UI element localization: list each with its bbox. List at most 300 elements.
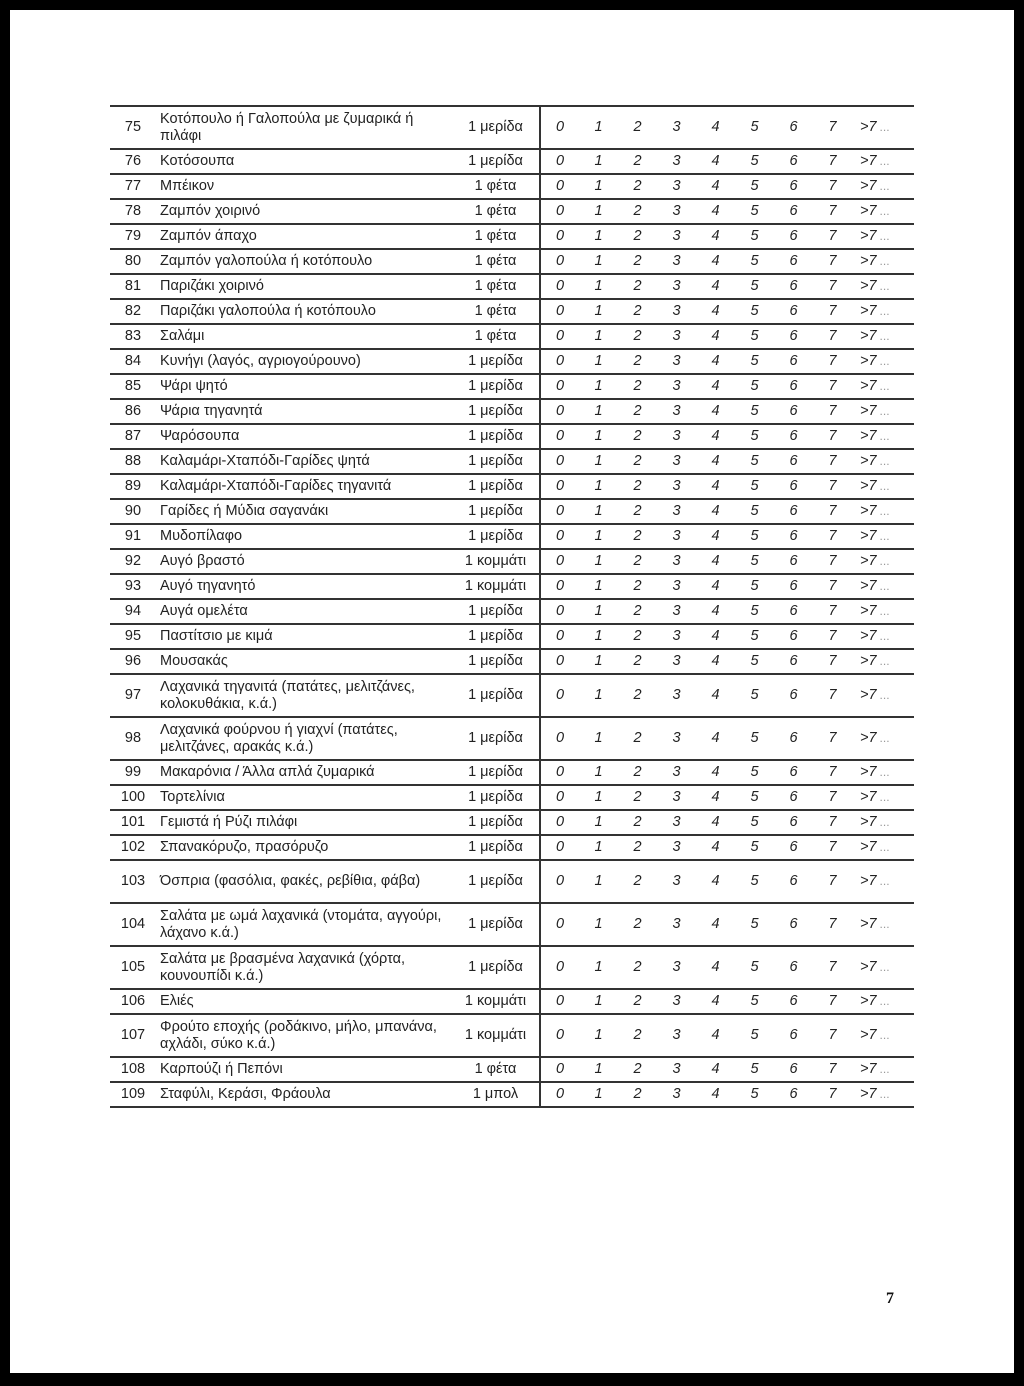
frequency-option[interactable]: 2 (618, 835, 657, 860)
frequency-option[interactable]: 2 (618, 1082, 657, 1107)
frequency-option-more[interactable] (852, 946, 914, 989)
frequency-option[interactable]: 4 (696, 449, 735, 474)
frequency-option[interactable]: 0 (540, 499, 579, 524)
frequency-option[interactable]: 2 (618, 1014, 657, 1057)
frequency-option[interactable]: 6 (774, 674, 813, 717)
frequency-option[interactable]: 3 (657, 989, 696, 1014)
frequency-option[interactable]: 4 (696, 199, 735, 224)
frequency-option[interactable]: 1 (579, 224, 618, 249)
frequency-option[interactable]: 4 (696, 324, 735, 349)
frequency-option[interactable]: 5 (735, 324, 774, 349)
frequency-option[interactable]: 7 (813, 549, 852, 574)
frequency-option[interactable]: 7 (813, 599, 852, 624)
frequency-option[interactable]: 2 (618, 903, 657, 946)
frequency-option[interactable]: 3 (657, 549, 696, 574)
frequency-option[interactable]: 1 (579, 1014, 618, 1057)
frequency-option[interactable]: 1 (579, 199, 618, 224)
frequency-option[interactable]: 4 (696, 946, 735, 989)
frequency-option[interactable]: 4 (696, 624, 735, 649)
frequency-option[interactable]: 1 (579, 599, 618, 624)
frequency-option[interactable]: 7 (813, 399, 852, 424)
frequency-option[interactable]: 5 (735, 785, 774, 810)
frequency-option-more[interactable] (852, 1057, 914, 1082)
frequency-option[interactable]: 0 (540, 785, 579, 810)
frequency-option[interactable]: 5 (735, 574, 774, 599)
frequency-option[interactable]: 6 (774, 649, 813, 674)
frequency-option[interactable]: 4 (696, 149, 735, 174)
frequency-option[interactable]: 4 (696, 989, 735, 1014)
frequency-option[interactable]: 5 (735, 224, 774, 249)
frequency-option[interactable]: 2 (618, 624, 657, 649)
frequency-option-more[interactable] (852, 835, 914, 860)
frequency-option[interactable]: 1 (579, 424, 618, 449)
frequency-option[interactable]: 6 (774, 274, 813, 299)
frequency-option[interactable]: 2 (618, 324, 657, 349)
frequency-option[interactable]: 3 (657, 199, 696, 224)
frequency-option[interactable]: 6 (774, 324, 813, 349)
frequency-option[interactable]: 2 (618, 424, 657, 449)
frequency-option[interactable]: 1 (579, 903, 618, 946)
frequency-option[interactable]: 4 (696, 106, 735, 149)
frequency-option[interactable]: 3 (657, 524, 696, 549)
frequency-option[interactable]: 5 (735, 599, 774, 624)
frequency-option[interactable]: 0 (540, 274, 579, 299)
frequency-option[interactable]: 2 (618, 374, 657, 399)
frequency-option[interactable]: 5 (735, 449, 774, 474)
frequency-option[interactable]: 1 (579, 174, 618, 199)
frequency-option[interactable]: 1 (579, 374, 618, 399)
frequency-option[interactable]: 1 (579, 810, 618, 835)
frequency-option[interactable]: 5 (735, 524, 774, 549)
frequency-option-more[interactable] (852, 717, 914, 760)
frequency-option[interactable]: 5 (735, 760, 774, 785)
frequency-option-more[interactable] (852, 524, 914, 549)
frequency-option[interactable]: 4 (696, 499, 735, 524)
frequency-option[interactable]: 6 (774, 989, 813, 1014)
frequency-option[interactable]: 4 (696, 1082, 735, 1107)
frequency-option[interactable]: 0 (540, 324, 579, 349)
frequency-option[interactable]: 0 (540, 299, 579, 324)
frequency-option[interactable]: 7 (813, 149, 852, 174)
frequency-option[interactable]: 2 (618, 349, 657, 374)
frequency-option[interactable]: 6 (774, 835, 813, 860)
frequency-option[interactable]: 6 (774, 424, 813, 449)
frequency-option-more[interactable] (852, 449, 914, 474)
frequency-option-more[interactable] (852, 324, 914, 349)
frequency-option[interactable]: 0 (540, 199, 579, 224)
frequency-option[interactable]: 7 (813, 299, 852, 324)
frequency-option[interactable]: 0 (540, 574, 579, 599)
frequency-option[interactable]: 5 (735, 106, 774, 149)
frequency-option[interactable]: 1 (579, 717, 618, 760)
frequency-option[interactable]: 3 (657, 224, 696, 249)
frequency-option[interactable]: 3 (657, 399, 696, 424)
frequency-option[interactable]: 2 (618, 946, 657, 989)
frequency-option-more[interactable] (852, 599, 914, 624)
frequency-option[interactable]: 2 (618, 860, 657, 903)
frequency-option[interactable]: 4 (696, 474, 735, 499)
frequency-option[interactable]: 7 (813, 499, 852, 524)
frequency-option[interactable]: 3 (657, 649, 696, 674)
frequency-option[interactable]: 5 (735, 1082, 774, 1107)
frequency-option-more[interactable] (852, 224, 914, 249)
frequency-option[interactable]: 2 (618, 717, 657, 760)
frequency-option[interactable]: 3 (657, 174, 696, 199)
frequency-option[interactable]: 3 (657, 1057, 696, 1082)
frequency-option[interactable]: 5 (735, 860, 774, 903)
frequency-option[interactable]: 7 (813, 903, 852, 946)
frequency-option[interactable]: 1 (579, 249, 618, 274)
frequency-option[interactable]: 4 (696, 785, 735, 810)
frequency-option[interactable]: 6 (774, 1057, 813, 1082)
frequency-option-more[interactable] (852, 574, 914, 599)
frequency-option[interactable]: 3 (657, 424, 696, 449)
frequency-option[interactable]: 0 (540, 474, 579, 499)
frequency-option[interactable]: 2 (618, 224, 657, 249)
frequency-option[interactable]: 5 (735, 249, 774, 274)
frequency-option-more[interactable] (852, 374, 914, 399)
frequency-option[interactable]: 1 (579, 649, 618, 674)
frequency-option[interactable]: 7 (813, 449, 852, 474)
frequency-option[interactable]: 1 (579, 474, 618, 499)
frequency-option[interactable]: 7 (813, 835, 852, 860)
frequency-option[interactable]: 5 (735, 274, 774, 299)
frequency-option-more[interactable] (852, 903, 914, 946)
frequency-option[interactable]: 7 (813, 785, 852, 810)
frequency-option[interactable]: 7 (813, 524, 852, 549)
frequency-option[interactable]: 7 (813, 1082, 852, 1107)
frequency-option[interactable]: 5 (735, 649, 774, 674)
frequency-option[interactable]: 3 (657, 946, 696, 989)
frequency-option[interactable]: 6 (774, 1014, 813, 1057)
frequency-option[interactable]: 6 (774, 624, 813, 649)
frequency-option[interactable]: 7 (813, 224, 852, 249)
frequency-option[interactable]: 6 (774, 249, 813, 274)
frequency-option[interactable]: 6 (774, 1082, 813, 1107)
frequency-option-more[interactable] (852, 199, 914, 224)
frequency-option-more[interactable] (852, 549, 914, 574)
frequency-option[interactable]: 5 (735, 810, 774, 835)
frequency-option-more[interactable] (852, 274, 914, 299)
frequency-option[interactable]: 3 (657, 903, 696, 946)
frequency-option[interactable]: 5 (735, 989, 774, 1014)
frequency-option[interactable]: 6 (774, 149, 813, 174)
frequency-option[interactable]: 3 (657, 149, 696, 174)
frequency-option[interactable]: 2 (618, 149, 657, 174)
frequency-option[interactable]: 0 (540, 946, 579, 989)
frequency-option[interactable]: 0 (540, 1082, 579, 1107)
frequency-option[interactable]: 4 (696, 903, 735, 946)
frequency-option[interactable]: 3 (657, 299, 696, 324)
frequency-option[interactable]: 7 (813, 106, 852, 149)
frequency-option[interactable]: 6 (774, 106, 813, 149)
frequency-option[interactable]: 0 (540, 149, 579, 174)
frequency-option-more[interactable] (852, 1014, 914, 1057)
frequency-option[interactable]: 4 (696, 174, 735, 199)
frequency-option[interactable]: 6 (774, 860, 813, 903)
frequency-option[interactable]: 7 (813, 199, 852, 224)
frequency-option[interactable]: 7 (813, 989, 852, 1014)
frequency-option[interactable]: 6 (774, 903, 813, 946)
frequency-option-more[interactable] (852, 624, 914, 649)
frequency-option[interactable]: 5 (735, 299, 774, 324)
frequency-option[interactable]: 0 (540, 224, 579, 249)
frequency-option[interactable]: 7 (813, 324, 852, 349)
frequency-option[interactable]: 5 (735, 349, 774, 374)
frequency-option[interactable]: 6 (774, 946, 813, 989)
frequency-option[interactable]: 4 (696, 274, 735, 299)
frequency-option[interactable]: 7 (813, 349, 852, 374)
frequency-option[interactable]: 3 (657, 835, 696, 860)
frequency-option[interactable]: 2 (618, 399, 657, 424)
frequency-option-more[interactable] (852, 674, 914, 717)
frequency-option[interactable]: 3 (657, 674, 696, 717)
frequency-option[interactable]: 1 (579, 106, 618, 149)
frequency-option[interactable]: 5 (735, 399, 774, 424)
frequency-option[interactable]: 1 (579, 624, 618, 649)
frequency-option[interactable]: 0 (540, 810, 579, 835)
frequency-option[interactable]: 4 (696, 224, 735, 249)
frequency-option[interactable]: 6 (774, 785, 813, 810)
frequency-option[interactable]: 3 (657, 499, 696, 524)
frequency-option[interactable]: 3 (657, 106, 696, 149)
frequency-option[interactable]: 4 (696, 649, 735, 674)
frequency-option[interactable]: 0 (540, 106, 579, 149)
frequency-option[interactable]: 1 (579, 674, 618, 717)
frequency-option[interactable]: 7 (813, 1014, 852, 1057)
frequency-option[interactable]: 0 (540, 760, 579, 785)
frequency-option[interactable]: 1 (579, 149, 618, 174)
frequency-option[interactable]: 4 (696, 549, 735, 574)
frequency-option[interactable]: 0 (540, 1014, 579, 1057)
frequency-option[interactable]: 2 (618, 810, 657, 835)
frequency-option[interactable]: 6 (774, 299, 813, 324)
frequency-option-more[interactable] (852, 299, 914, 324)
frequency-option[interactable]: 1 (579, 989, 618, 1014)
frequency-option[interactable]: 7 (813, 810, 852, 835)
frequency-option-more[interactable] (852, 424, 914, 449)
frequency-option[interactable]: 3 (657, 574, 696, 599)
frequency-option[interactable]: 7 (813, 374, 852, 399)
frequency-option[interactable]: 2 (618, 649, 657, 674)
frequency-option[interactable]: 4 (696, 674, 735, 717)
frequency-option[interactable]: 1 (579, 1082, 618, 1107)
frequency-option[interactable]: 5 (735, 199, 774, 224)
frequency-option[interactable]: 5 (735, 424, 774, 449)
frequency-option[interactable]: 1 (579, 499, 618, 524)
frequency-option[interactable]: 7 (813, 174, 852, 199)
frequency-option[interactable]: 2 (618, 674, 657, 717)
frequency-option[interactable]: 4 (696, 299, 735, 324)
frequency-option[interactable]: 1 (579, 399, 618, 424)
frequency-option[interactable]: 6 (774, 374, 813, 399)
frequency-option[interactable]: 5 (735, 1057, 774, 1082)
frequency-option[interactable]: 1 (579, 785, 618, 810)
frequency-option[interactable]: 1 (579, 760, 618, 785)
frequency-option[interactable]: 6 (774, 199, 813, 224)
frequency-option-more[interactable] (852, 649, 914, 674)
frequency-option[interactable]: 3 (657, 1082, 696, 1107)
frequency-option-more[interactable] (852, 249, 914, 274)
frequency-option[interactable]: 7 (813, 474, 852, 499)
frequency-option[interactable]: 7 (813, 860, 852, 903)
frequency-option-more[interactable] (852, 499, 914, 524)
frequency-option-more[interactable] (852, 760, 914, 785)
frequency-option[interactable]: 3 (657, 349, 696, 374)
frequency-option[interactable]: 5 (735, 174, 774, 199)
frequency-option[interactable]: 5 (735, 903, 774, 946)
frequency-option[interactable]: 6 (774, 574, 813, 599)
frequency-option-more[interactable] (852, 474, 914, 499)
frequency-option[interactable]: 4 (696, 524, 735, 549)
frequency-option[interactable]: 2 (618, 106, 657, 149)
frequency-option[interactable]: 1 (579, 524, 618, 549)
frequency-option[interactable]: 2 (618, 274, 657, 299)
frequency-option[interactable]: 7 (813, 946, 852, 989)
frequency-option[interactable]: 4 (696, 374, 735, 399)
frequency-option-more[interactable] (852, 149, 914, 174)
frequency-option[interactable]: 0 (540, 674, 579, 717)
frequency-option[interactable]: 2 (618, 524, 657, 549)
frequency-option[interactable]: 2 (618, 549, 657, 574)
frequency-option[interactable]: 2 (618, 1057, 657, 1082)
frequency-option[interactable]: 5 (735, 624, 774, 649)
frequency-option[interactable]: 5 (735, 835, 774, 860)
frequency-option[interactable]: 4 (696, 860, 735, 903)
frequency-option[interactable]: 0 (540, 835, 579, 860)
frequency-option[interactable]: 1 (579, 274, 618, 299)
frequency-option[interactable]: 3 (657, 374, 696, 399)
frequency-option[interactable]: 5 (735, 374, 774, 399)
frequency-option[interactable]: 6 (774, 399, 813, 424)
frequency-option[interactable]: 1 (579, 1057, 618, 1082)
frequency-option[interactable]: 3 (657, 810, 696, 835)
frequency-option-more[interactable] (852, 106, 914, 149)
frequency-option[interactable]: 6 (774, 224, 813, 249)
frequency-option[interactable]: 6 (774, 717, 813, 760)
frequency-option-more[interactable] (852, 989, 914, 1014)
frequency-option[interactable]: 2 (618, 199, 657, 224)
frequency-option[interactable]: 5 (735, 717, 774, 760)
frequency-option[interactable]: 2 (618, 989, 657, 1014)
frequency-option[interactable]: 6 (774, 810, 813, 835)
frequency-option[interactable]: 7 (813, 424, 852, 449)
frequency-option[interactable]: 0 (540, 249, 579, 274)
frequency-option-more[interactable] (852, 860, 914, 903)
frequency-option-more[interactable] (852, 810, 914, 835)
frequency-option[interactable]: 5 (735, 549, 774, 574)
frequency-option[interactable]: 6 (774, 349, 813, 374)
frequency-option[interactable]: 7 (813, 674, 852, 717)
frequency-option[interactable]: 6 (774, 499, 813, 524)
frequency-option-more[interactable] (852, 785, 914, 810)
frequency-option[interactable]: 0 (540, 1057, 579, 1082)
frequency-option[interactable]: 3 (657, 1014, 696, 1057)
frequency-option-more[interactable] (852, 1082, 914, 1107)
frequency-option[interactable]: 3 (657, 785, 696, 810)
frequency-option[interactable]: 3 (657, 717, 696, 760)
frequency-option[interactable]: 4 (696, 349, 735, 374)
frequency-option[interactable]: 0 (540, 649, 579, 674)
frequency-option[interactable]: 2 (618, 499, 657, 524)
frequency-option[interactable]: 2 (618, 249, 657, 274)
frequency-option[interactable]: 1 (579, 860, 618, 903)
frequency-option-more[interactable] (852, 174, 914, 199)
frequency-option[interactable]: 6 (774, 174, 813, 199)
frequency-option[interactable]: 2 (618, 574, 657, 599)
frequency-option[interactable]: 7 (813, 624, 852, 649)
frequency-option-more[interactable] (852, 349, 914, 374)
frequency-option[interactable]: 7 (813, 649, 852, 674)
frequency-option-more[interactable] (852, 399, 914, 424)
frequency-option[interactable]: 4 (696, 574, 735, 599)
frequency-option[interactable]: 2 (618, 299, 657, 324)
frequency-option[interactable]: 2 (618, 474, 657, 499)
frequency-option[interactable]: 3 (657, 474, 696, 499)
frequency-option[interactable]: 2 (618, 449, 657, 474)
frequency-option[interactable]: 1 (579, 299, 618, 324)
frequency-option[interactable]: 4 (696, 760, 735, 785)
frequency-option[interactable]: 4 (696, 810, 735, 835)
frequency-option[interactable]: 0 (540, 349, 579, 374)
frequency-option[interactable]: 7 (813, 249, 852, 274)
frequency-option[interactable]: 4 (696, 1057, 735, 1082)
frequency-option[interactable]: 0 (540, 989, 579, 1014)
frequency-option[interactable]: 4 (696, 249, 735, 274)
frequency-option[interactable]: 0 (540, 374, 579, 399)
frequency-option[interactable]: 1 (579, 324, 618, 349)
frequency-option[interactable]: 1 (579, 835, 618, 860)
frequency-option[interactable]: 4 (696, 1014, 735, 1057)
frequency-option[interactable]: 0 (540, 449, 579, 474)
frequency-option[interactable]: 2 (618, 174, 657, 199)
frequency-option[interactable]: 5 (735, 946, 774, 989)
frequency-option[interactable]: 4 (696, 835, 735, 860)
frequency-option[interactable]: 4 (696, 399, 735, 424)
frequency-option[interactable]: 3 (657, 760, 696, 785)
frequency-option[interactable]: 3 (657, 624, 696, 649)
frequency-option[interactable]: 7 (813, 717, 852, 760)
frequency-option[interactable]: 0 (540, 717, 579, 760)
frequency-option[interactable]: 6 (774, 760, 813, 785)
frequency-option[interactable]: 7 (813, 1057, 852, 1082)
frequency-option[interactable]: 1 (579, 349, 618, 374)
frequency-option[interactable]: 3 (657, 599, 696, 624)
frequency-option[interactable]: 4 (696, 717, 735, 760)
frequency-option[interactable]: 5 (735, 149, 774, 174)
frequency-option[interactable]: 3 (657, 860, 696, 903)
frequency-option[interactable]: 0 (540, 399, 579, 424)
frequency-option[interactable]: 1 (579, 946, 618, 989)
frequency-option[interactable]: 7 (813, 274, 852, 299)
frequency-option[interactable]: 0 (540, 524, 579, 549)
frequency-option[interactable]: 1 (579, 574, 618, 599)
frequency-option[interactable]: 6 (774, 549, 813, 574)
frequency-option[interactable]: 1 (579, 549, 618, 574)
frequency-option[interactable]: 5 (735, 474, 774, 499)
frequency-option[interactable]: 6 (774, 449, 813, 474)
frequency-option[interactable]: 5 (735, 674, 774, 717)
frequency-option[interactable]: 0 (540, 174, 579, 199)
frequency-option[interactable]: 5 (735, 1014, 774, 1057)
frequency-option[interactable]: 0 (540, 424, 579, 449)
frequency-option[interactable]: 2 (618, 599, 657, 624)
frequency-option[interactable]: 3 (657, 449, 696, 474)
frequency-option[interactable]: 3 (657, 249, 696, 274)
frequency-option[interactable]: 7 (813, 760, 852, 785)
frequency-option[interactable]: 0 (540, 860, 579, 903)
frequency-option[interactable]: 6 (774, 599, 813, 624)
